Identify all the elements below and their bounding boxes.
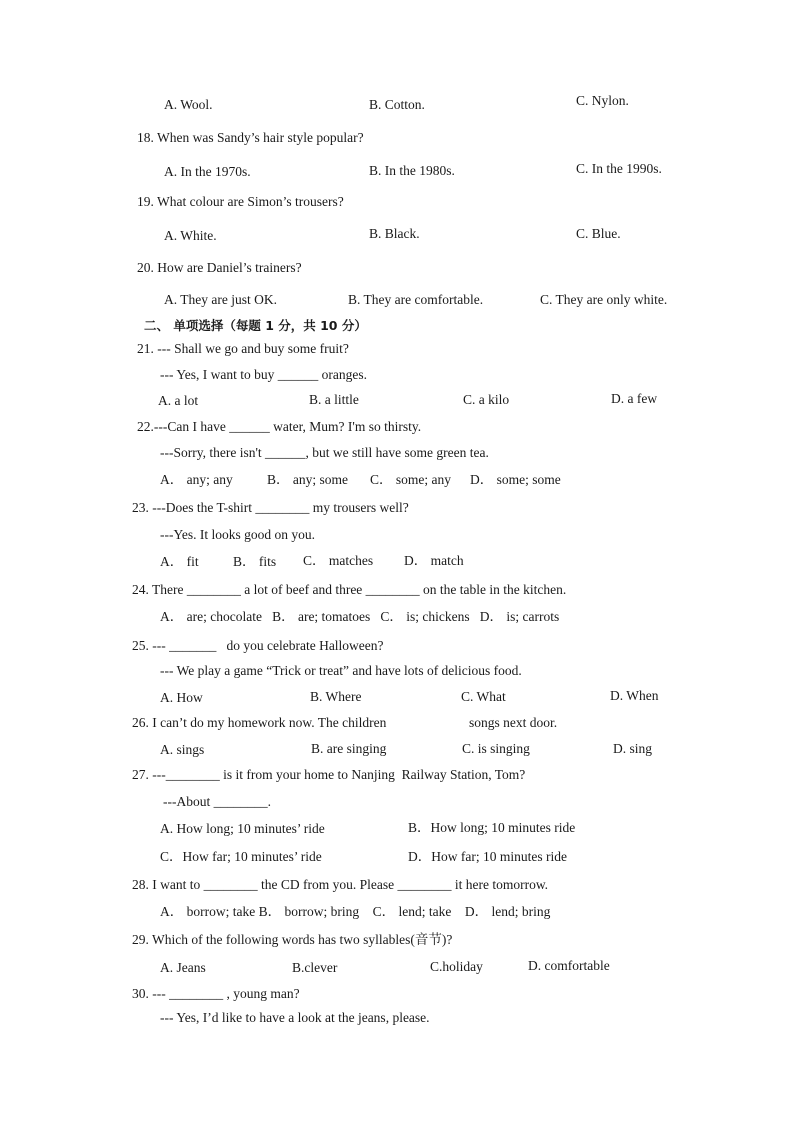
q22-option-b: B． any; some (267, 472, 348, 487)
q29-option-c: C.holiday (430, 959, 483, 974)
q25-stem: 25. --- _______ do you celebrate Halloween? (132, 638, 384, 653)
q25-option-a: A. How (160, 690, 203, 705)
q17-option-c: C. Nylon. (576, 93, 629, 108)
q27-option-c: C．How far; 10 minutes’ ride (160, 849, 322, 864)
q20-option-c: C. They are only white. (540, 292, 668, 307)
q25-option-d: D. When (610, 688, 659, 703)
q30-stem: 30. --- ________ , young man? (132, 986, 300, 1001)
q24-options: A． are; chocolate B． are; tomatoes C． is; chickens D． is; carrots (160, 609, 560, 624)
q28-options: A． borrow; take B． borrow; bring C． lend; take D． lend; bring (160, 904, 551, 919)
q17-option-a: A. Wool. (164, 97, 213, 112)
q27-option-d: D．How far; 10 minutes ride (408, 849, 567, 864)
q23-option-b: B． fits (233, 554, 277, 569)
q21-option-b: B. a little (309, 392, 359, 407)
q25-reply: --- We play a game “Trick or treat” and have lots of delicious food. (160, 663, 522, 678)
q19-option-b: B. Black. (369, 226, 420, 241)
q29-option-b: B.clever (292, 960, 338, 975)
q29-stem: 29. Which of the following words has two syllables(音节)? (132, 932, 453, 947)
q23-reply: ---Yes. It looks good on you. (160, 527, 316, 542)
q22-reply: ---Sorry, there isn't ______, but we still have some green tea. (160, 445, 489, 460)
q27-option-b: B．How long; 10 minutes ride (408, 820, 576, 835)
q29-option-d: D. comfortable (528, 958, 610, 973)
q24-stem: 24. There ________ a lot of beef and three ________ on the table in the kitchen. (132, 582, 567, 597)
q18-option-c: C. In the 1990s. (576, 161, 662, 176)
q21-option-d: D. a few (611, 391, 658, 406)
q27-stem: 27. ---________ is it from your home to Nanjing Railway Station, Tom? (132, 767, 526, 782)
q25-option-b: B. Where (310, 689, 362, 704)
q23-option-a: A． fit (160, 554, 199, 569)
q21-stem: 21. --- Shall we go and buy some fruit? (137, 341, 349, 356)
q18-option-b: B. In the 1980s. (369, 163, 455, 178)
q23-option-d: D． match (404, 553, 464, 568)
q23-option-c: C． matches (303, 553, 374, 568)
q30-reply: --- Yes, I’d like to have a look at the jeans, please. (160, 1010, 430, 1025)
q22-option-a: A． any; any (160, 472, 233, 487)
q20-option-b: B. They are comfortable. (348, 292, 484, 307)
q26-option-a: A. sings (160, 742, 205, 757)
q27-option-a: A. How long; 10 minutes’ ride (160, 821, 325, 836)
q22-option-c: C． some; any (370, 472, 451, 487)
q23-stem: 23. ---Does the T-shirt ________ my trousers well? (132, 500, 409, 515)
q20-option-a: A. They are just OK. (164, 292, 277, 307)
q26-option-d: D. sing (613, 741, 653, 756)
q25-option-c: C. What (461, 689, 506, 704)
q17-option-b: B. Cotton. (369, 97, 425, 112)
q26-stem: 26. I can’t do my homework now. The children (132, 715, 387, 730)
q21-reply: --- Yes, I want to buy ______ oranges. (160, 367, 367, 382)
q20-stem: 20. How are Daniel’s trainers? (137, 260, 302, 275)
q27-reply: ---About ________. (163, 794, 271, 809)
q19-option-c: C. Blue. (576, 226, 621, 241)
q28-stem: 28. I want to ________ the CD from you. Please ________ it here tomorrow. (132, 877, 549, 892)
q21-option-c: C. a kilo (463, 392, 510, 407)
q18-option-a: A. In the 1970s. (164, 164, 251, 179)
q26-stem-end: songs next door. (469, 715, 558, 730)
section-heading: 二、 单项选择（每题 1 分，共 10 分） (144, 318, 367, 333)
q22-stem: 22.---Can I have ______ water, Mum? I'm so thirsty. (137, 419, 422, 434)
q21-option-a: A. a lot (158, 393, 199, 408)
q26-option-c: C. is singing (462, 741, 530, 756)
q18-stem: 18. When was Sandy’s hair style popular? (137, 130, 364, 145)
q22-option-d: D． some; some (470, 472, 561, 487)
q29-option-a: A. Jeans (160, 960, 206, 975)
q19-stem: 19. What colour are Simon’s trousers? (137, 194, 344, 209)
q26-option-b: B. are singing (311, 741, 387, 756)
q19-option-a: A. White. (164, 228, 217, 243)
